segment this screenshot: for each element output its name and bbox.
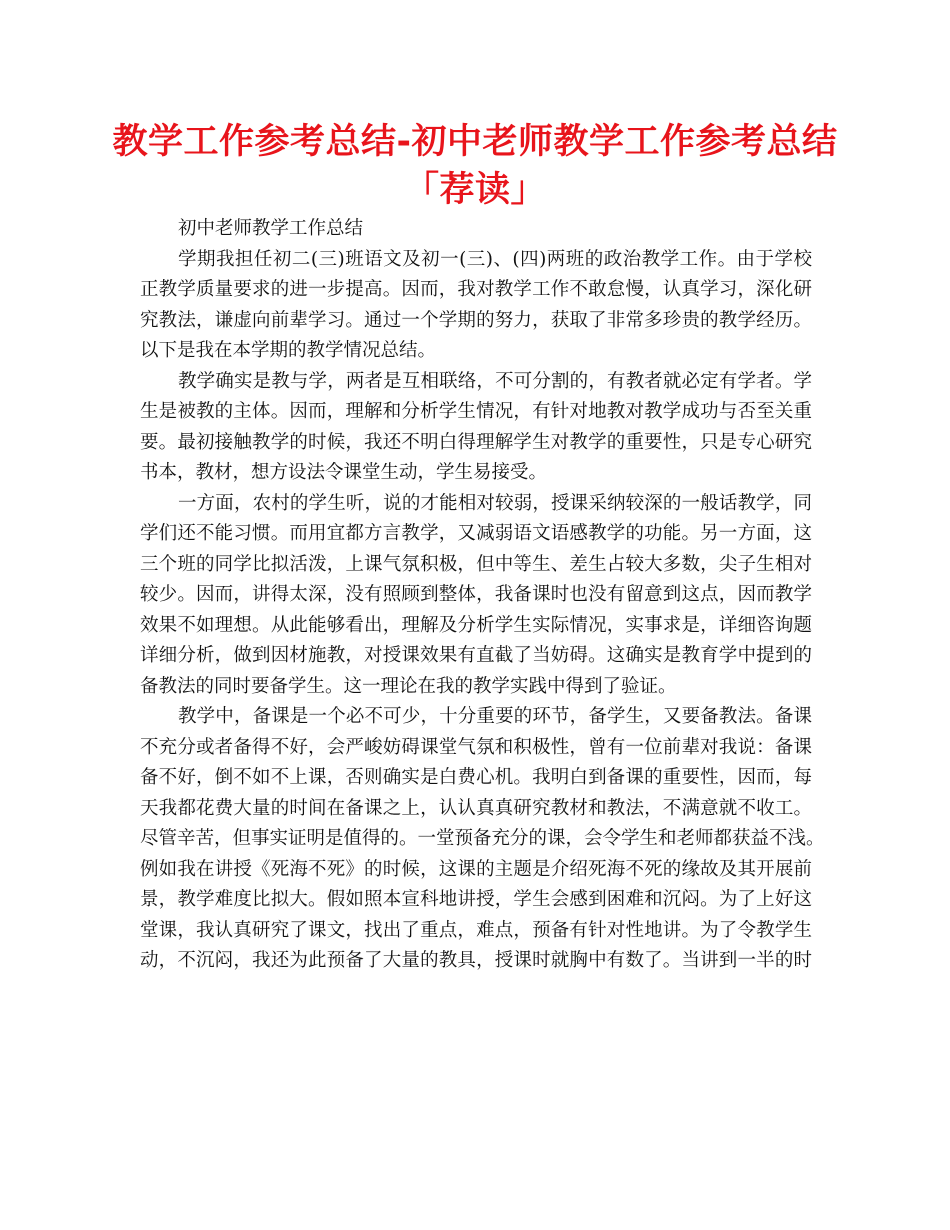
text-line: 一方面，农村的学生听，说的才能相对较弱，授课采纳较深的一般话教学，同 [178, 492, 812, 514]
text-line: 景，教学难度比拟大。假如照本宣科地讲授，学生会感到困难和沉闷。为了上好这 [140, 889, 812, 910]
paragraph [140, 702, 825, 977]
text-line: 堂课，我认真研究了课文，找出了重点，难点，预备有针对性地讲。为了令教学生 [140, 919, 812, 941]
text-line: 天我都花费大量的时间在备课之上，认认真真研究教材和教法，不满意就不收工。 [140, 797, 812, 819]
text-line: 备教法的同时要备学生。这一理论在我的教学实践中得到了验证。 [140, 675, 677, 697]
text-line: 教学中，备课是一个必不可少，十分重要的环节，备学生，又要备教法。备课 [178, 706, 812, 727]
document-body [140, 214, 825, 977]
text-line: 学们还不能习惯。而用宜都方言教学，又减弱语文语感教学的功能。另一方面，这 [140, 523, 812, 544]
text-line: 正教学质量要求的进一步提高。因而，我对教学工作不敢怠慢，认真学习，深化研 [140, 279, 812, 300]
title-line: 「荐读」 [403, 170, 546, 210]
paragraph [140, 245, 812, 367]
text-line: 以下是我在本学期的教学情况总结。 [140, 340, 437, 361]
paragraph [140, 489, 812, 703]
text-line: 效果不如理想。从此能够看出，理解及分析学生实际情况，实事求是，详细咨询题 [140, 614, 812, 636]
text-line: 例如我在讲授《死海不死》的时候，这课的主题是介绍死海不死的缘故及其开展前 [140, 858, 812, 880]
paragraph [140, 367, 812, 489]
text-line: 要。最初接触教学的时候，我还不明白得理解学生对教学的重要性，只是专心研究 [140, 431, 812, 453]
document-title [110, 118, 840, 214]
text-line: 较少。因而，讲得太深，没有照顾到整体，我备课时也没有留意到这点，因而教学 [140, 584, 812, 605]
text-line: 动，不沉闷，我还为此预备了大量的教具，授课时就胸中有数了。当讲到一半的时 [140, 950, 812, 971]
document-subtitle: 初中老师教学工作总结 [178, 218, 364, 239]
text-line: 学期我担任初二(三)班语文及初一(三)、(四)两班的政治教学工作。由于学校 [178, 248, 812, 270]
text-line: 备不好，倒不如不上课，否则确实是白费心机。我明白到备课的重要性，因而，每 [140, 767, 812, 788]
text-line: 教学确实是教与学，两者是互相联络，不可分割的，有教者就必定有学者。学 [178, 370, 812, 392]
text-line: 尽管辛苦，但事实证明是值得的。一堂预备充分的课，会令学生和老师都获益不浅。 [140, 828, 825, 849]
text-line: 不充分或者备得不好，会严峻妨碍课堂气氛和积极性，曾有一位前辈对我说：备课 [140, 736, 812, 758]
text-line: 详细分析，做到因材施教，对授课效果有直截了当妨碍。这确实是教育学中提到的 [140, 645, 812, 666]
text-line: 书本，教材，想方设法令课堂生动，学生易接受。 [140, 462, 548, 483]
text-line: 三个班的同学比拟活泼，上课气氛积极，但中等生、差生占较大多数，尖子生相对 [140, 553, 812, 575]
text-line: 生是被教的主体。因而，理解和分析学生情况，有针对地教对教学成功与否至关重 [140, 401, 812, 422]
title-line: 教学工作参考总结-初中老师教学工作参考总结 [112, 122, 838, 162]
text-line: 究教法，谦虚向前辈学习。通过一个学期的努力，获取了非常多珍贵的教学经历。 [140, 309, 812, 331]
